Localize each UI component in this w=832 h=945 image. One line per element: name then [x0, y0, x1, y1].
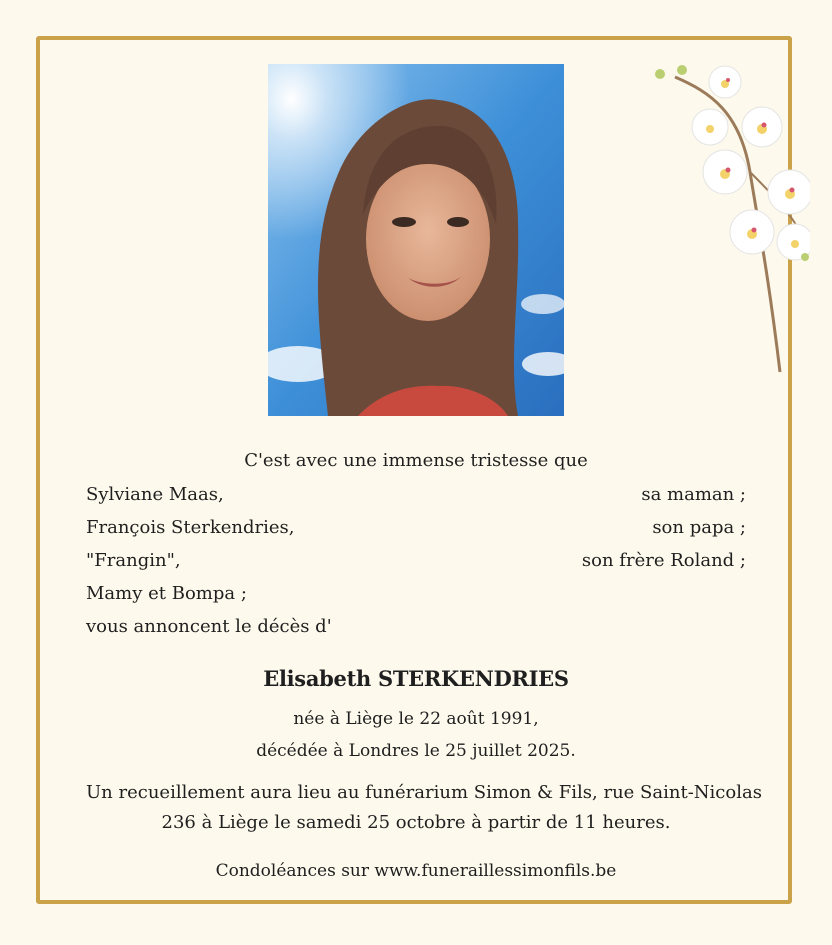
deceased-name: Elisabeth STERKENDRIES — [263, 666, 569, 691]
intro-text: C'est avec une immense tristesse que — [244, 450, 588, 471]
family-relation-2: son papa ; — [652, 517, 746, 538]
family-name-3: "Frangin", — [86, 550, 181, 571]
announce-text: vous annoncent le décès d' — [86, 616, 332, 637]
birth-info: née à Liège le 22 août 1991, — [293, 709, 539, 729]
family-name-1: Sylviane Maas, — [86, 484, 224, 505]
orchid-decoration — [640, 52, 810, 382]
condolences-text: Condoléances sur www.funeraillessimonfils.be — [215, 861, 617, 881]
portrait-photo — [268, 64, 564, 416]
family-name-2: François Sterkendries, — [86, 517, 295, 538]
ceremony-line-2: 236 à Liège le samedi 25 octobre à partir de 11 heures. — [161, 812, 671, 833]
family-relation-1: sa maman ; — [641, 484, 746, 505]
family-relation-3: son frère Roland ; — [581, 550, 746, 571]
ceremony-line-1: Un recueillement aura lieu au funérarium Simon & Fils, rue Saint-Nicolas — [86, 782, 762, 803]
family-name-4: Mamy et Bompa ; — [86, 583, 247, 604]
death-info: décédée à Londres le 25 juillet 2025. — [256, 741, 576, 761]
